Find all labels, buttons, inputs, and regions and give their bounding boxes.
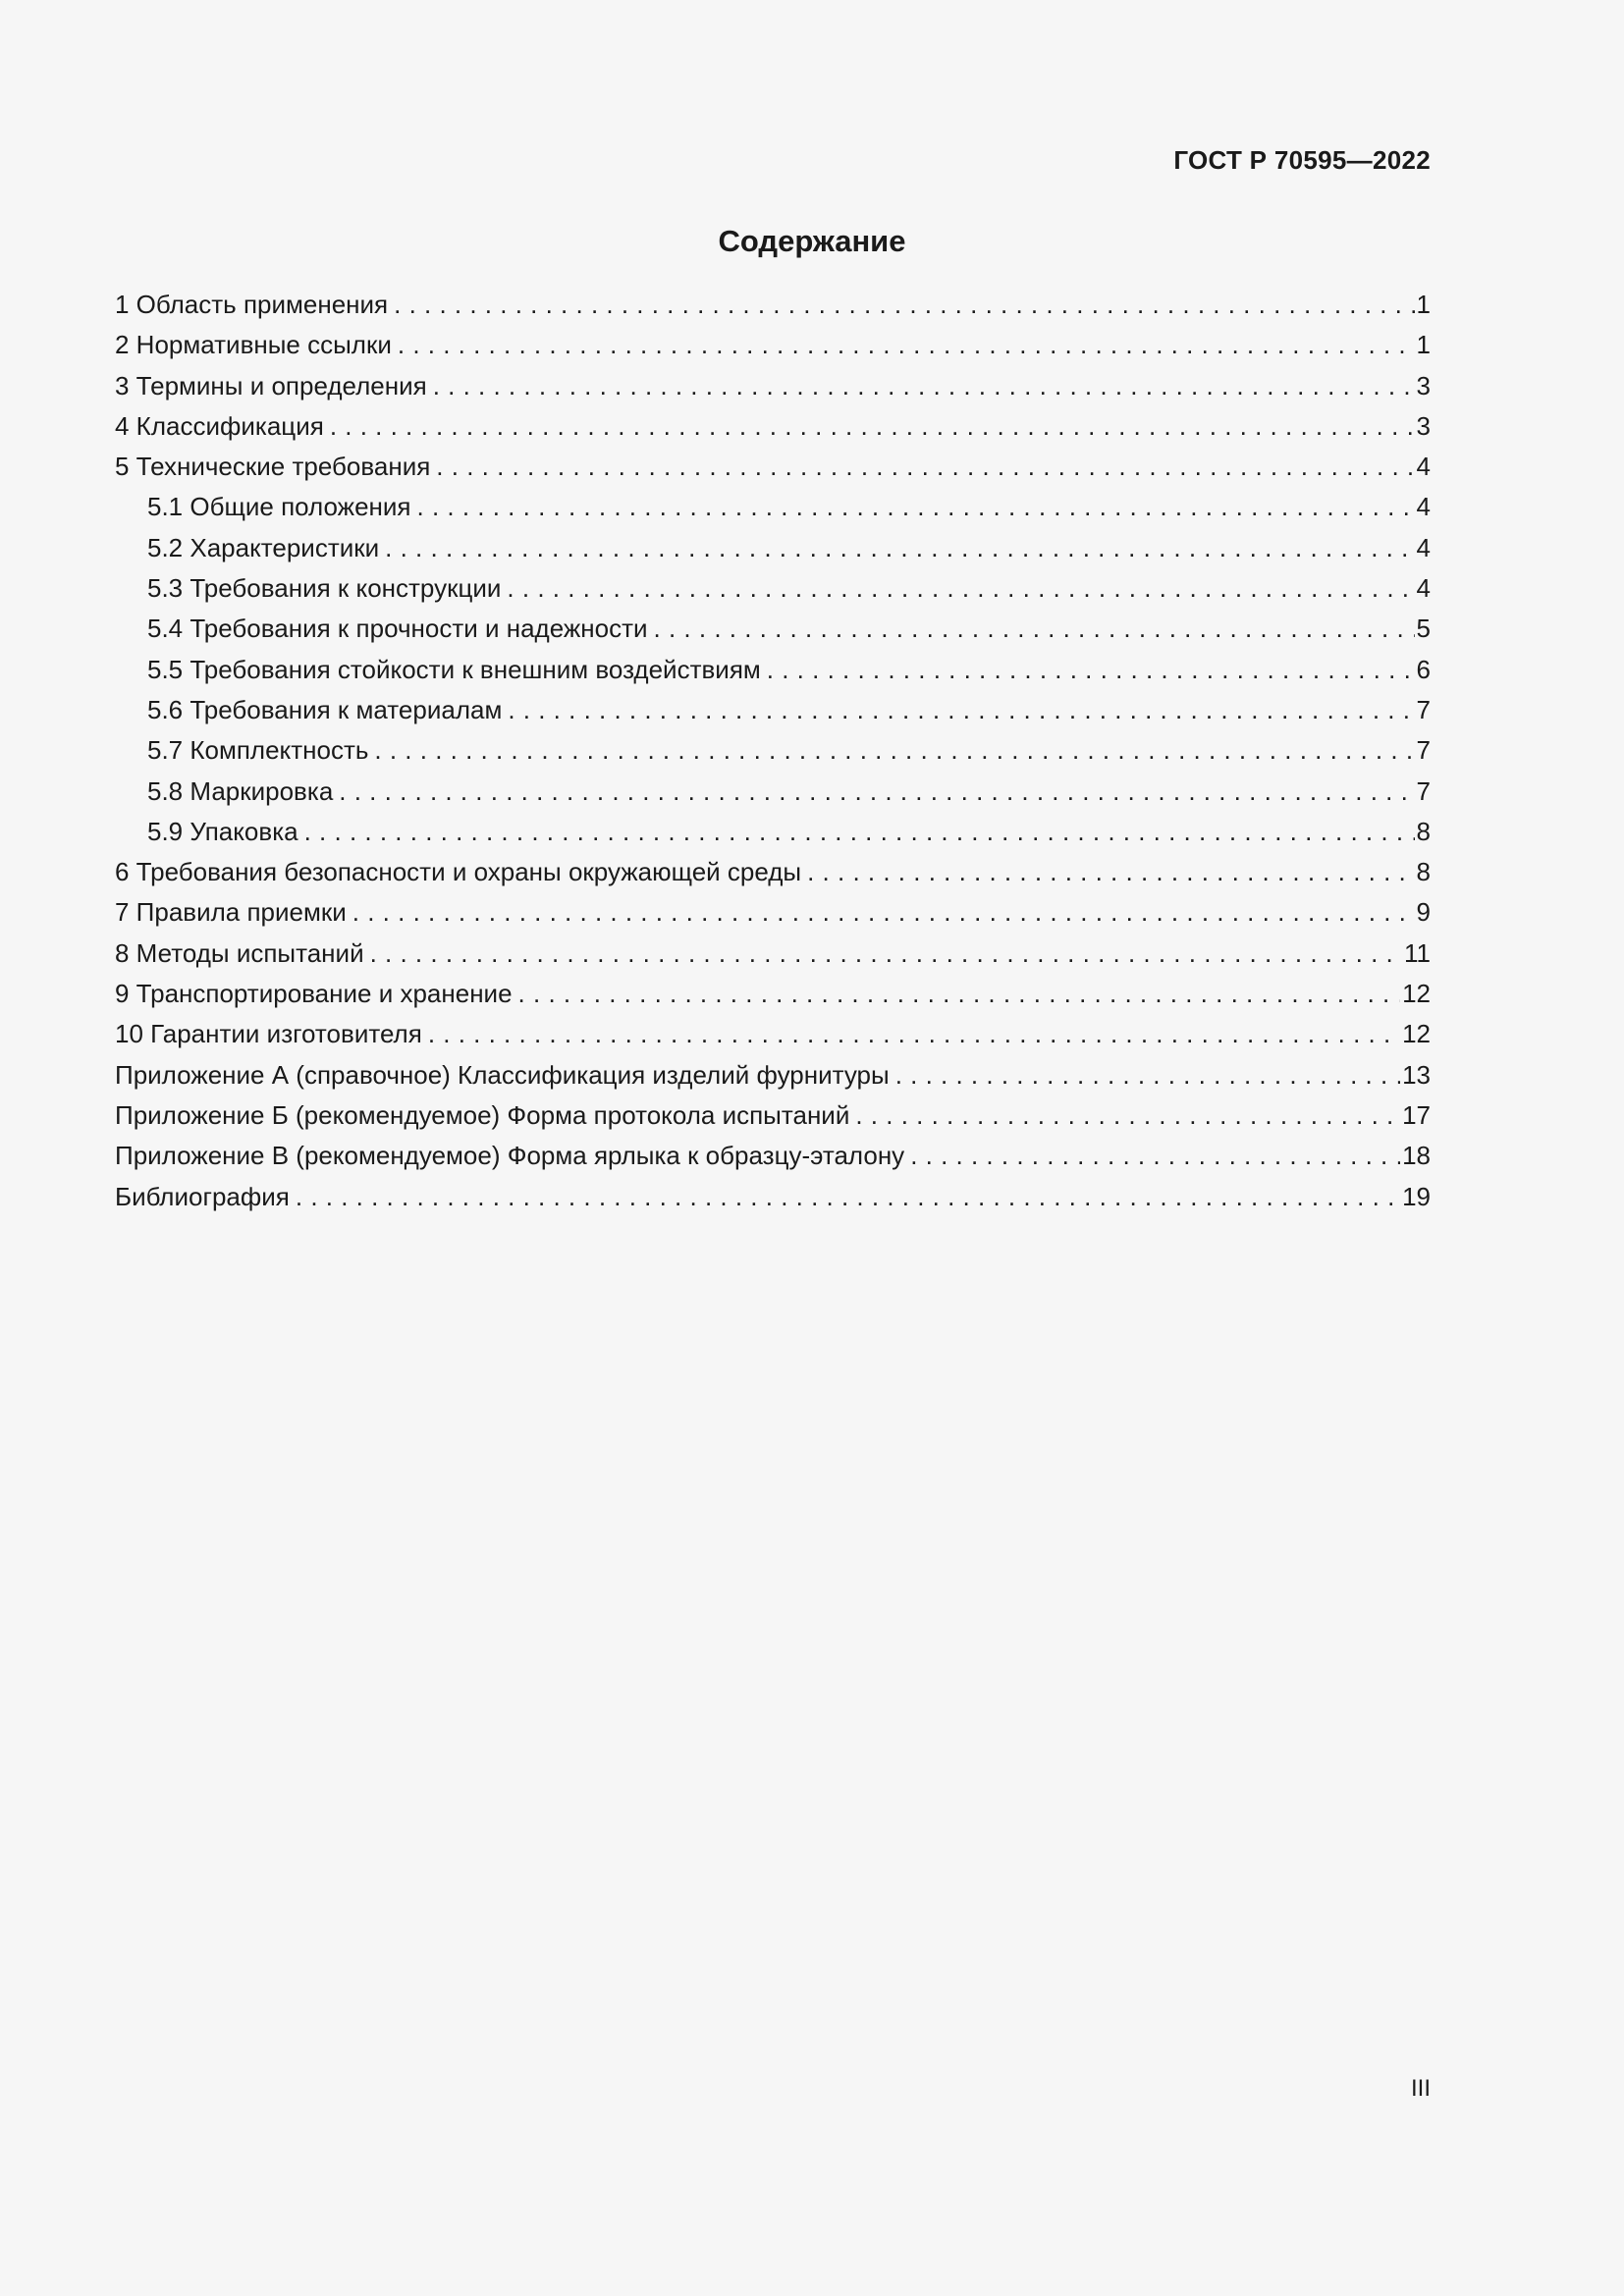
toc-entry-label: 10 Гарантии изготовителя xyxy=(115,1014,428,1054)
toc-entry-label: 3 Термины и определения xyxy=(115,366,433,406)
toc-leader-dots xyxy=(855,1095,1400,1136)
toc-entry-label: 5.6 Требования к материалам xyxy=(147,690,508,730)
toc-entry[interactable] xyxy=(115,528,1431,568)
toc-entry-page: 12 xyxy=(1402,979,1431,1009)
toc-leader-dots xyxy=(518,974,1401,1014)
toc-entry[interactable] xyxy=(115,285,1431,325)
toc-entry-label: 9 Транспортирование и хранение xyxy=(115,974,518,1014)
toc-entry[interactable] xyxy=(115,568,1431,609)
toc-leader-dots xyxy=(398,325,1415,365)
toc-entry-label: 6 Требования безопасности и охраны окружающей среды xyxy=(115,852,807,892)
toc-entry-page: 7 xyxy=(1416,775,1431,806)
toc-leader-dots xyxy=(296,1177,1400,1217)
toc-leader-dots xyxy=(370,934,1402,974)
toc-entry[interactable] xyxy=(115,487,1431,527)
toc-leader-dots xyxy=(352,892,1415,933)
toc-entry[interactable] xyxy=(115,934,1431,974)
toc-leader-dots xyxy=(508,690,1414,730)
toc-entry-label: Приложение В (рекомендуемое) Форма ярлыка к образцу-эталону xyxy=(115,1136,910,1176)
page-number: III xyxy=(1410,2075,1431,2102)
toc-leader-dots xyxy=(433,366,1415,406)
toc-entry-label: 5.5 Требования стойкости к внешним воздействиям xyxy=(147,650,767,690)
toc-entry-label: 5.9 Упаковка xyxy=(147,812,304,852)
toc-entry[interactable] xyxy=(115,1095,1431,1136)
toc-entry-page: 1 xyxy=(1416,290,1431,319)
toc-entry[interactable] xyxy=(115,1055,1431,1095)
toc-leader-dots xyxy=(507,568,1414,609)
document-code: ГОСТ Р 70595—2022 xyxy=(1173,145,1431,175)
toc-entry-label: Библиография xyxy=(115,1177,296,1217)
toc-entry-page: 6 xyxy=(1416,654,1431,684)
toc-entry-label: 5.3 Требования к конструкции xyxy=(147,568,507,609)
toc-entry-label: 8 Методы испытаний xyxy=(115,934,370,974)
toc-entry[interactable] xyxy=(115,650,1431,690)
toc-entry-label: 5.1 Общие положения xyxy=(147,487,417,527)
table-of-contents xyxy=(115,285,1431,1217)
toc-entry-label: 7 Правила приемки xyxy=(115,892,352,933)
toc-entry-page: 9 xyxy=(1416,897,1431,928)
toc-entry-page: 18 xyxy=(1402,1141,1431,1171)
toc-entry-page: 17 xyxy=(1402,1099,1431,1130)
toc-entry[interactable] xyxy=(115,325,1431,365)
toc-entry[interactable] xyxy=(115,1177,1431,1217)
toc-entry[interactable] xyxy=(115,772,1431,812)
toc-leader-dots xyxy=(374,730,1414,771)
toc-entry-page: 8 xyxy=(1416,857,1431,887)
toc-entry[interactable] xyxy=(115,852,1431,892)
toc-entry-page: 7 xyxy=(1416,735,1431,766)
toc-leader-dots xyxy=(385,528,1414,568)
toc-entry-page: 19 xyxy=(1402,1181,1431,1211)
toc-entry[interactable] xyxy=(115,690,1431,730)
toc-entry-label: 4 Классификация xyxy=(115,406,330,447)
toc-entry-page: 8 xyxy=(1416,816,1431,846)
toc-leader-dots xyxy=(304,812,1415,852)
toc-leader-dots xyxy=(330,406,1415,447)
toc-entry[interactable] xyxy=(115,447,1431,487)
toc-entry-page: 4 xyxy=(1416,452,1431,482)
toc-entry-label: Приложение Б (рекомендуемое) Форма протокола испытаний xyxy=(115,1095,855,1136)
toc-leader-dots xyxy=(394,285,1414,325)
toc-entry-page: 4 xyxy=(1416,492,1431,522)
toc-entry[interactable] xyxy=(115,609,1431,649)
toc-entry-page: 12 xyxy=(1402,1019,1431,1049)
toc-entry-page: 3 xyxy=(1416,370,1431,400)
toc-entry[interactable] xyxy=(115,1014,1431,1054)
toc-entry[interactable] xyxy=(115,892,1431,933)
toc-leader-dots xyxy=(910,1136,1400,1176)
toc-entry[interactable] xyxy=(115,812,1431,852)
toc-leader-dots xyxy=(807,852,1414,892)
toc-entry-page: 3 xyxy=(1416,410,1431,441)
toc-entry-label: 5.2 Характеристики xyxy=(147,528,385,568)
toc-entry-page: 13 xyxy=(1402,1059,1431,1090)
toc-leader-dots xyxy=(339,772,1414,812)
toc-entry[interactable] xyxy=(115,974,1431,1014)
toc-entry-page: 4 xyxy=(1416,573,1431,604)
toc-entry[interactable] xyxy=(115,366,1431,406)
toc-entry[interactable] xyxy=(115,406,1431,447)
toc-leader-dots xyxy=(428,1014,1400,1054)
toc-entry-label: 5.8 Маркировка xyxy=(147,772,339,812)
toc-leader-dots xyxy=(767,650,1415,690)
toc-leader-dots xyxy=(895,1055,1400,1095)
toc-entry-page: 11 xyxy=(1404,937,1431,968)
toc-leader-dots xyxy=(654,609,1415,649)
toc-leader-dots xyxy=(417,487,1415,527)
toc-entry-page: 7 xyxy=(1416,694,1431,724)
toc-entry-label: 2 Нормативные ссылки xyxy=(115,325,398,365)
toc-entry-label: 5 Технические требования xyxy=(115,447,436,487)
toc-entry[interactable] xyxy=(115,1136,1431,1176)
toc-leader-dots xyxy=(436,447,1414,487)
toc-title: Содержание xyxy=(718,224,906,258)
toc-entry-label: 5.7 Комплектность xyxy=(147,730,374,771)
toc-entry-label: 5.4 Требования к прочности и надежности xyxy=(147,609,654,649)
toc-entry-page: 1 xyxy=(1416,330,1431,360)
toc-entry-label: 1 Область применения xyxy=(115,285,394,325)
toc-entry-page: 5 xyxy=(1416,614,1431,644)
toc-entry-page: 4 xyxy=(1416,532,1431,562)
toc-entry[interactable] xyxy=(115,730,1431,771)
toc-entry-label: Приложение А (справочное) Классификация изделий фурнитуры xyxy=(115,1055,895,1095)
